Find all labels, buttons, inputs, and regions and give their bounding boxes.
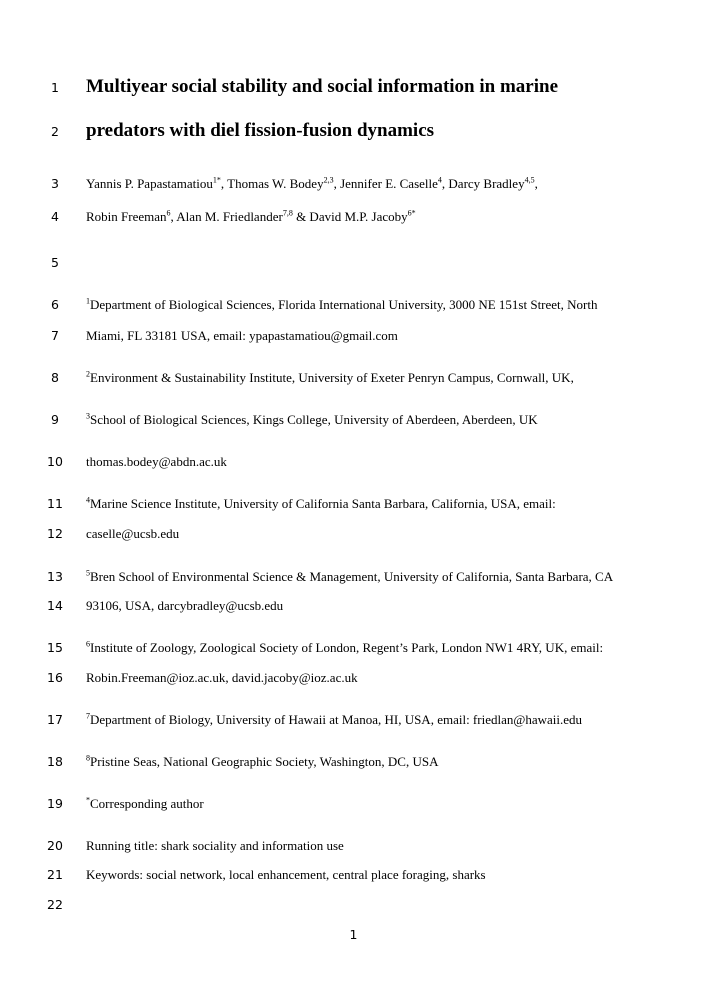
author-name: Yannis P. Papastamatiou <box>86 176 213 191</box>
corresponding-author-text: Corresponding author <box>90 796 204 811</box>
author-name: , Darcy Bradley <box>441 176 525 191</box>
line-number: 21 <box>47 867 63 882</box>
line-number: 14 <box>47 598 63 613</box>
affiliation-marker: 8 <box>86 753 90 763</box>
affiliation-marker: 4 <box>437 175 442 185</box>
line-number: 1 <box>51 80 59 95</box>
line-number: 7 <box>51 328 59 343</box>
affiliation-marker: 4,5 <box>524 175 535 185</box>
affiliation-text: Environment & Sustainability Institute, University of Exeter Penryn Campus, Cornwall, UK, <box>90 370 574 385</box>
affiliation-marker: 6* <box>407 208 416 218</box>
line-number: 12 <box>47 526 63 541</box>
keywords: Keywords: social network, local enhancement, central place foraging, sharks <box>86 867 486 882</box>
affiliation-marker: 7 <box>86 711 90 721</box>
line-number: 10 <box>47 454 63 469</box>
line-number: 13 <box>47 569 63 584</box>
author-list <box>86 209 667 225</box>
affiliation-text: Marine Science Institute, University of California Santa Barbara, California, USA, email: <box>90 496 556 511</box>
corresponding-author-note <box>86 796 667 812</box>
affiliation-marker: 3 <box>86 411 90 421</box>
affiliation-text: Robin.Freeman@ioz.ac.uk, david.jacoby@ioz.ac.uk <box>86 670 358 685</box>
line-number: 6 <box>51 297 59 312</box>
line-number: 5 <box>51 255 59 270</box>
line-number: 19 <box>47 796 63 811</box>
affiliation <box>86 754 667 770</box>
affiliation-text: Miami, FL 33181 USA, email: ypapastamatiou@gmail.com <box>86 328 398 343</box>
affiliation-text: Department of Biology, University of Hawaii at Manoa, HI, USA, email: friedlan@hawaii.edu <box>90 712 583 727</box>
affiliation-marker: 1 <box>86 296 90 306</box>
affiliation <box>86 640 667 656</box>
line-number: 4 <box>51 209 59 224</box>
affiliation-text: School of Biological Sciences, Kings College, University of Aberdeen, Aberdeen, UK <box>90 412 538 427</box>
affiliation-marker: 4 <box>86 495 90 505</box>
affiliation-marker: 6 <box>166 208 171 218</box>
affiliation-text: 93106, USA, darcybradley@ucsb.edu <box>86 598 284 613</box>
page-number: 1 <box>349 927 358 942</box>
author-name: , Alan M. Friedlander <box>170 209 283 224</box>
author-name: , Thomas W. Bodey <box>220 176 324 191</box>
affiliation-text: Institute of Zoology, Zoological Society of London, Regent’s Park, London NW1 4RY, UK, email: <box>90 640 604 655</box>
affiliation <box>86 412 667 428</box>
author-name: Robin Freeman <box>86 209 167 224</box>
affiliation-marker: 1* <box>212 175 221 185</box>
line-number: 17 <box>47 712 63 727</box>
paper-title: predators with diel fission-fusion dynamics <box>86 120 435 141</box>
author-name: , Jennifer E. Caselle <box>333 176 438 191</box>
affiliation-text: Bren School of Environmental Science & Management, University of California, Santa Barbara, CA <box>90 569 614 584</box>
affiliation <box>86 496 667 512</box>
line-number: 3 <box>51 176 59 191</box>
affiliation-marker: 6 <box>86 639 90 649</box>
affiliation-text: Pristine Seas, National Geographic Society, Washington, DC, USA <box>90 754 439 769</box>
line-number: 15 <box>47 640 63 655</box>
line-number: 22 <box>47 897 63 912</box>
affiliation-marker: 5 <box>86 568 90 578</box>
affiliation <box>86 712 667 728</box>
line-number: 9 <box>51 412 59 427</box>
affiliation-text: thomas.bodey@abdn.ac.uk <box>86 454 227 469</box>
line-number: 11 <box>47 496 63 511</box>
author-name: & David M.P. Jacoby <box>292 209 408 224</box>
line-number: 16 <box>47 670 63 685</box>
line-number: 2 <box>51 124 59 139</box>
affiliation <box>86 569 667 585</box>
line-number: 18 <box>47 754 63 769</box>
line-number: 20 <box>47 838 63 853</box>
affiliation <box>86 297 667 313</box>
author-list <box>86 176 667 192</box>
affiliation-text: caselle@ucsb.edu <box>86 526 180 541</box>
affiliation-marker: 2,3 <box>323 175 334 185</box>
line-number: 8 <box>51 370 59 385</box>
paper-title: Multiyear social stability and social information in marine <box>86 76 559 97</box>
author-separator: , <box>534 176 538 191</box>
corresponding-marker: * <box>86 795 90 805</box>
affiliation-marker: 2 <box>86 369 90 379</box>
affiliation-marker: 7,8 <box>282 208 293 218</box>
running-title: Running title: shark sociality and information use <box>86 838 344 853</box>
affiliation <box>86 370 667 386</box>
affiliation-text: Department of Biological Sciences, Florida International University, 3000 NE 151st Street, North <box>90 297 598 312</box>
